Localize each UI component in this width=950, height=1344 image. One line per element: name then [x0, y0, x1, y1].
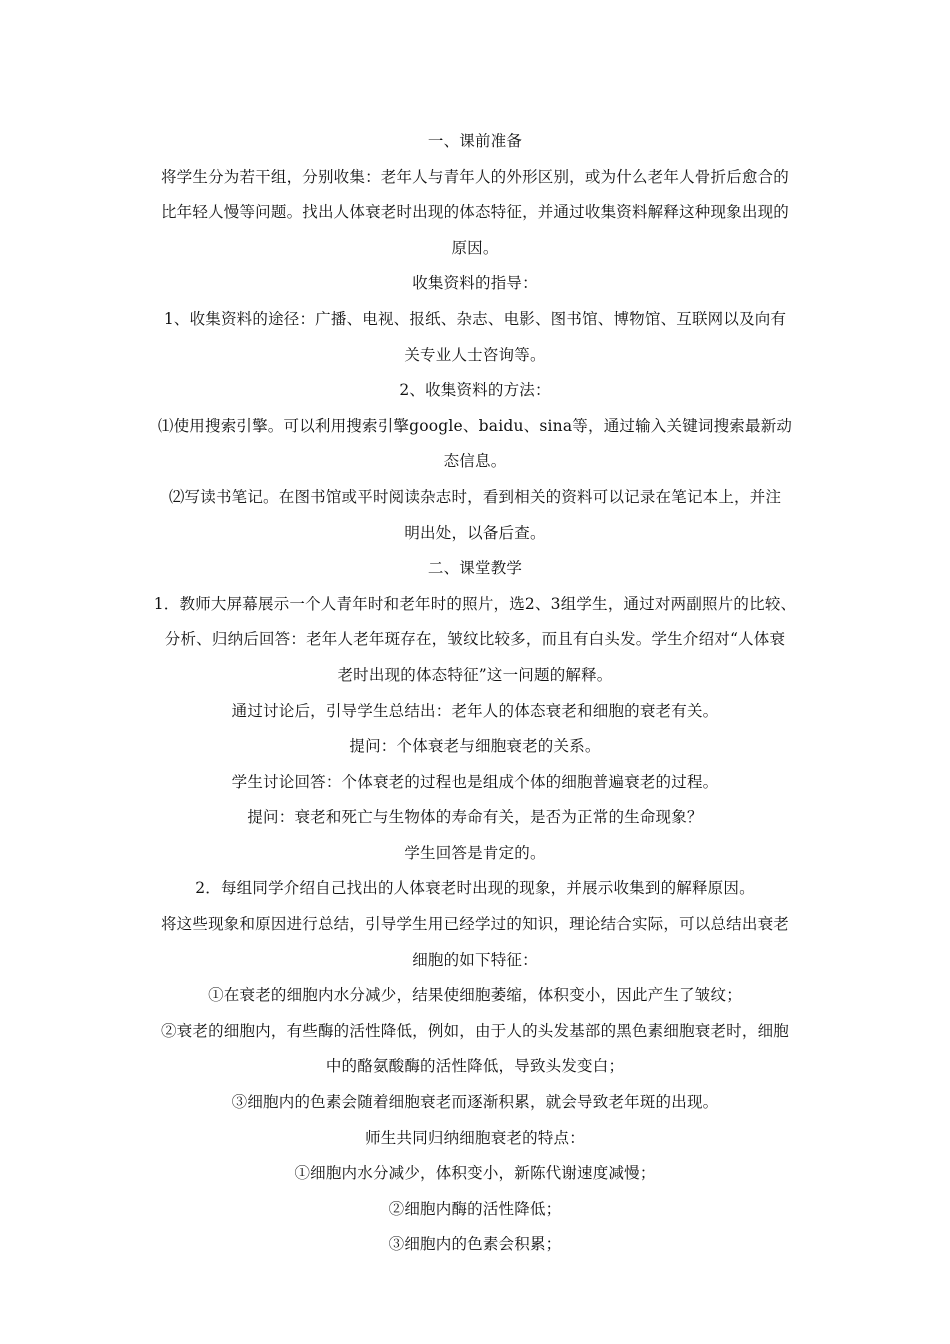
- list-item: ③细胞内的色素会积累；: [388, 1235, 562, 1254]
- paragraph-line: 分析、归纳后回答：老年人老年斑存在，皱纹比较多，而且有白头发。学生介绍对“人体衰: [164, 630, 786, 649]
- list-item: ①在衰老的细胞内水分减少，结果使细胞萎缩，体积变小，因此产生了皱纹；: [208, 986, 742, 1005]
- paragraph-line: 细胞的如下特征：: [412, 950, 538, 969]
- paragraph-line: 比年轻人慢等问题。找出人体衰老时出现的体态特征，并通过收集资料解释这种现象出现的: [160, 203, 789, 222]
- paragraph-line: 2．每组同学介绍自己找出的人体衰老时出现的现象，并展示收集到的解释原因。: [195, 879, 755, 898]
- paragraph-line: 学生讨论回答：个体衰老的过程也是组成个体的细胞普遍衰老的过程。: [231, 772, 719, 791]
- paragraph-line: 态信息。: [443, 452, 507, 471]
- list-item: ②衰老的细胞内，有些酶的活性降低，例如，由于人的头发基部的黑色素细胞衰老时，细胞: [160, 1021, 789, 1040]
- list-item: 中的酪氨酸酶的活性降低，导致头发变白；: [325, 1057, 625, 1076]
- paragraph-line: 原因。: [451, 238, 499, 257]
- paragraph-line: 师生共同归纳细胞衰老的特点：: [365, 1128, 585, 1147]
- paragraph-line: 提问：衰老和死亡与生物体的寿命有关，是否为正常的生命现象？: [247, 808, 703, 827]
- paragraph-line: ⑴使用搜索引擎。可以利用搜索引擎google、baidu、sina等，通过输入关键词搜索最新动: [157, 416, 793, 435]
- paragraph-line: 关专业人士咨询等。: [404, 345, 546, 364]
- paragraph-line: 将学生分为若干组，分别收集：老年人与青年人的外形区别，或为什么老年人骨折后愈合的: [160, 167, 789, 186]
- document-body: [135, 124, 815, 1263]
- list-item: ②细胞内酶的活性降低；: [388, 1199, 562, 1218]
- paragraph-line: ⑵写读书笔记。在图书馆或平时阅读杂志时，看到相关的资料可以记录在笔记本上，并注: [168, 487, 782, 506]
- list-item: ①细胞内水分减少，体积变小，新陈代谢速度减慢；: [294, 1164, 656, 1183]
- paragraph-line: 明出处，以备后查。: [404, 523, 546, 542]
- section-heading-class: 二、课堂教学: [427, 559, 523, 578]
- paragraph-line: 1、收集资料的途径：广播、电视、报纸、杂志、电影、图书馆、博物馆、互联网以及向有: [163, 309, 787, 328]
- section-heading-prep: 一、课前准备: [427, 132, 523, 150]
- paragraph-line: 通过讨论后，引导学生总结出：老年人的体态衰老和细胞的衰老有关。: [231, 701, 719, 720]
- paragraph-line: 提问：个体衰老与细胞衰老的关系。: [349, 737, 601, 756]
- subheading-collect-guide: 收集资料的指导：: [412, 274, 538, 293]
- paragraph-line: 1．教师大屏幕展示一个人青年时和老年时的照片，选2、3组学生，通过对两副照片的比较、: [153, 594, 797, 613]
- subheading-collect-method: 2、收集资料的方法：: [399, 381, 551, 400]
- paragraph-line: 老时出现的体态特征”这一问题的解释。: [337, 665, 613, 684]
- paragraph-line: 学生回答是肯定的。: [404, 843, 546, 862]
- paragraph-line: 将这些现象和原因进行总结，引导学生用已经学过的知识，理论结合实际，可以总结出衰老: [160, 915, 789, 934]
- list-item: ③细胞内的色素会随着细胞衰老而逐渐积累，就会导致老年斑的出现。: [231, 1093, 719, 1112]
